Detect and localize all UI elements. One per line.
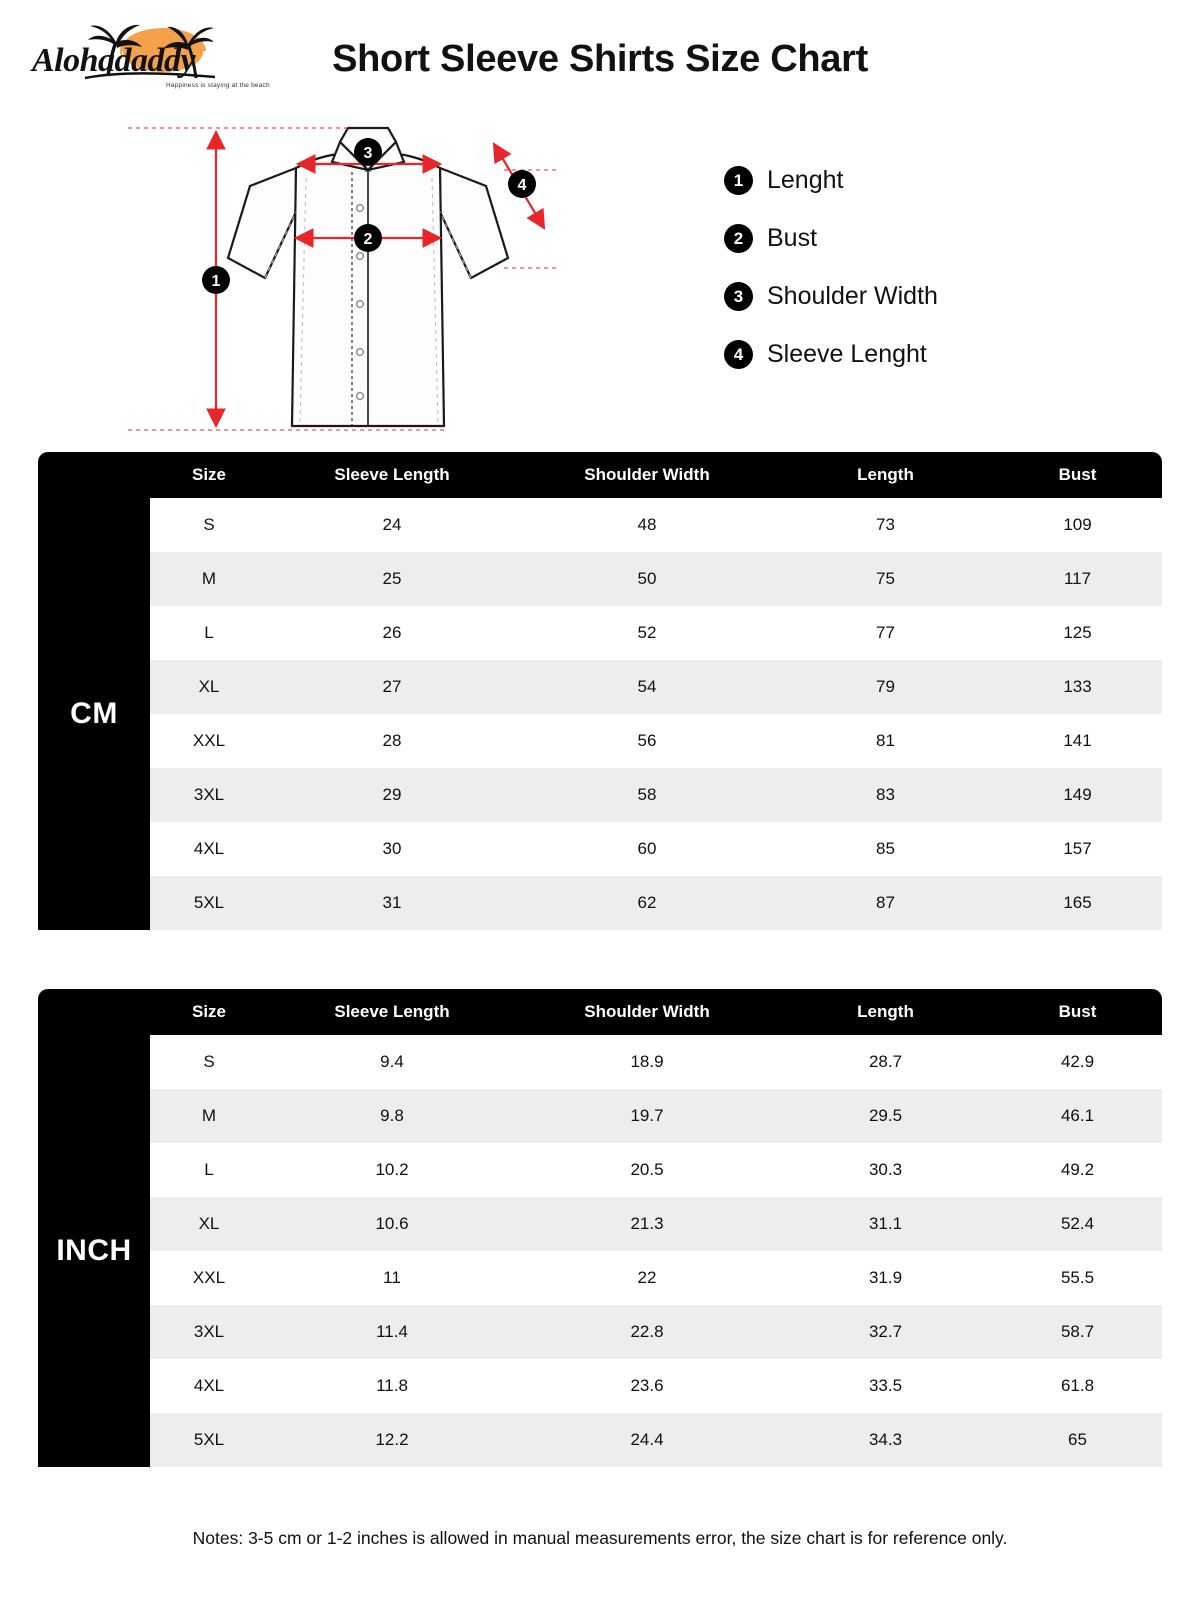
cell-shoulder: 20.5 [516, 1143, 778, 1197]
brand-name: Alohadaddy [32, 42, 196, 79]
cell-bust: 157 [993, 822, 1162, 876]
cell-length: 34.3 [778, 1413, 993, 1467]
cm-table-header-row [38, 452, 1162, 498]
cell-size: M [150, 552, 268, 606]
cell-size: L [150, 606, 268, 660]
cell-length: 31.9 [778, 1251, 993, 1305]
measurement-diagram-section [0, 108, 1200, 448]
cell-length: 31.1 [778, 1197, 993, 1251]
cell-bust: 65 [993, 1413, 1162, 1467]
table-row [38, 822, 1162, 876]
cm-unit-cell: CM [38, 498, 150, 930]
cell-size: XXL [150, 1251, 268, 1305]
cell-length: 32.7 [778, 1305, 993, 1359]
cell-shoulder: 24.4 [516, 1413, 778, 1467]
cell-bust: 55.5 [993, 1251, 1162, 1305]
cell-bust: 117 [993, 552, 1162, 606]
legend-label-2: Bust [767, 224, 818, 252]
page-title: Short Sleeve Shirts Size Chart [332, 38, 868, 80]
cell-length: 30.3 [778, 1143, 993, 1197]
cell-length: 29.5 [778, 1089, 993, 1143]
table-row [38, 876, 1162, 930]
inch-unit-cell: INCH [38, 1035, 150, 1467]
inch-table-body [38, 1035, 1162, 1467]
legend-item-sleeve-length [724, 340, 1144, 369]
table-row [38, 714, 1162, 768]
legend-item-shoulder-width [724, 282, 1144, 311]
cell-sleeve: 28 [268, 714, 516, 768]
legend-number-1: 1 [724, 166, 753, 195]
svg-text:3: 3 [363, 145, 373, 162]
diagram-marker-length [202, 266, 230, 294]
cell-shoulder: 21.3 [516, 1197, 778, 1251]
legend-number-2: 2 [724, 224, 753, 253]
cell-bust: 165 [993, 876, 1162, 930]
legend-number-4: 4 [724, 340, 753, 369]
cell-length: 77 [778, 606, 993, 660]
cell-length: 83 [778, 768, 993, 822]
cell-size: 3XL [150, 768, 268, 822]
table-row [38, 1089, 1162, 1143]
cell-bust: 133 [993, 660, 1162, 714]
svg-text:1: 1 [211, 273, 221, 290]
cell-bust: 52.4 [993, 1197, 1162, 1251]
cell-size: L [150, 1143, 268, 1197]
inch-unit-header [38, 989, 150, 1035]
cell-size: S [150, 498, 268, 552]
table-row [38, 1359, 1162, 1413]
cell-bust: 61.8 [993, 1359, 1162, 1413]
cm-col-sleeve-length: Sleeve Length [268, 452, 516, 498]
cell-bust: 141 [993, 714, 1162, 768]
cell-sleeve: 11 [268, 1251, 516, 1305]
cell-size: M [150, 1089, 268, 1143]
legend [724, 166, 1144, 398]
cm-col-bust: Bust [993, 452, 1162, 498]
cell-shoulder: 19.7 [516, 1089, 778, 1143]
cell-sleeve: 24 [268, 498, 516, 552]
cm-table-body [38, 498, 1162, 930]
cell-shoulder: 60 [516, 822, 778, 876]
cell-shoulder: 48 [516, 498, 778, 552]
legend-label-3: Shoulder Width [767, 282, 938, 310]
cell-sleeve: 10.2 [268, 1143, 516, 1197]
shirt-diagram [100, 108, 660, 448]
inch-table-header-row [38, 989, 1162, 1035]
cell-length: 75 [778, 552, 993, 606]
legend-label-4: Sleeve Lenght [767, 340, 927, 368]
cell-size: 4XL [150, 1359, 268, 1413]
cell-bust: 109 [993, 498, 1162, 552]
cell-size: S [150, 1035, 268, 1089]
cell-bust: 46.1 [993, 1089, 1162, 1143]
cell-sleeve: 12.2 [268, 1413, 516, 1467]
cm-size-table-container [38, 452, 1162, 930]
cell-size: 5XL [150, 1413, 268, 1467]
cell-sleeve: 9.4 [268, 1035, 516, 1089]
cell-sleeve: 11.4 [268, 1305, 516, 1359]
cell-sleeve: 9.8 [268, 1089, 516, 1143]
cm-col-size: Size [150, 452, 268, 498]
inch-col-sleeve-length: Sleeve Length [268, 989, 516, 1035]
cell-shoulder: 22.8 [516, 1305, 778, 1359]
cell-length: 85 [778, 822, 993, 876]
diagram-marker-sleeve [508, 170, 536, 198]
cell-sleeve: 29 [268, 768, 516, 822]
brand-tagline: Happiness is staying at the beach [166, 82, 270, 89]
cell-sleeve: 27 [268, 660, 516, 714]
cell-shoulder: 50 [516, 552, 778, 606]
cell-shoulder: 23.6 [516, 1359, 778, 1413]
cell-sleeve: 26 [268, 606, 516, 660]
cell-length: 87 [778, 876, 993, 930]
cell-length: 73 [778, 498, 993, 552]
cell-shoulder: 58 [516, 768, 778, 822]
page-header [0, 0, 1200, 108]
notes-text: Notes: 3-5 cm or 1-2 inches is allowed in manual measurements error, the size chart is for reference only. [192, 1528, 1008, 1548]
legend-item-bust [724, 224, 1144, 253]
table-row [38, 606, 1162, 660]
table-row [38, 1413, 1162, 1467]
inch-size-table [38, 989, 1162, 1467]
table-row [38, 768, 1162, 822]
cm-col-shoulder-width: Shoulder Width [516, 452, 778, 498]
cell-size: XL [150, 660, 268, 714]
cell-shoulder: 56 [516, 714, 778, 768]
table-row [38, 1035, 1162, 1089]
legend-number-3: 3 [724, 282, 753, 311]
diagram-marker-bust [354, 224, 382, 252]
cell-shoulder: 18.9 [516, 1035, 778, 1089]
cell-sleeve: 31 [268, 876, 516, 930]
cell-sleeve: 25 [268, 552, 516, 606]
cm-unit-header [38, 452, 150, 498]
diagram-marker-shoulder [354, 138, 382, 166]
inch-col-size: Size [150, 989, 268, 1035]
legend-label-1: Lenght [767, 166, 844, 194]
inch-col-shoulder-width: Shoulder Width [516, 989, 778, 1035]
legend-item-length [724, 166, 1144, 195]
svg-text:4: 4 [517, 177, 527, 194]
table-row [38, 1251, 1162, 1305]
cell-bust: 42.9 [993, 1035, 1162, 1089]
cell-size: 3XL [150, 1305, 268, 1359]
table-row [38, 1305, 1162, 1359]
inch-size-table-container [38, 989, 1162, 1467]
cell-bust: 149 [993, 768, 1162, 822]
inch-col-length: Length [778, 989, 993, 1035]
cell-length: 28.7 [778, 1035, 993, 1089]
table-row [38, 552, 1162, 606]
table-row [38, 498, 1162, 552]
cell-length: 81 [778, 714, 993, 768]
cm-size-table [38, 452, 1162, 930]
cell-bust: 49.2 [993, 1143, 1162, 1197]
cell-length: 79 [778, 660, 993, 714]
cell-shoulder: 54 [516, 660, 778, 714]
cell-shoulder: 22 [516, 1251, 778, 1305]
table-row [38, 1143, 1162, 1197]
inch-col-bust: Bust [993, 989, 1162, 1035]
svg-text:2: 2 [363, 231, 373, 248]
cell-bust: 58.7 [993, 1305, 1162, 1359]
cm-col-length: Length [778, 452, 993, 498]
cell-size: 5XL [150, 876, 268, 930]
cell-shoulder: 52 [516, 606, 778, 660]
table-row [38, 660, 1162, 714]
cell-size: XXL [150, 714, 268, 768]
cell-bust: 125 [993, 606, 1162, 660]
cell-size: 4XL [150, 822, 268, 876]
cell-sleeve: 11.8 [268, 1359, 516, 1413]
cell-shoulder: 62 [516, 876, 778, 930]
cell-sleeve: 10.6 [268, 1197, 516, 1251]
cell-sleeve: 30 [268, 822, 516, 876]
cell-length: 33.5 [778, 1359, 993, 1413]
cell-size: XL [150, 1197, 268, 1251]
table-row [38, 1197, 1162, 1251]
